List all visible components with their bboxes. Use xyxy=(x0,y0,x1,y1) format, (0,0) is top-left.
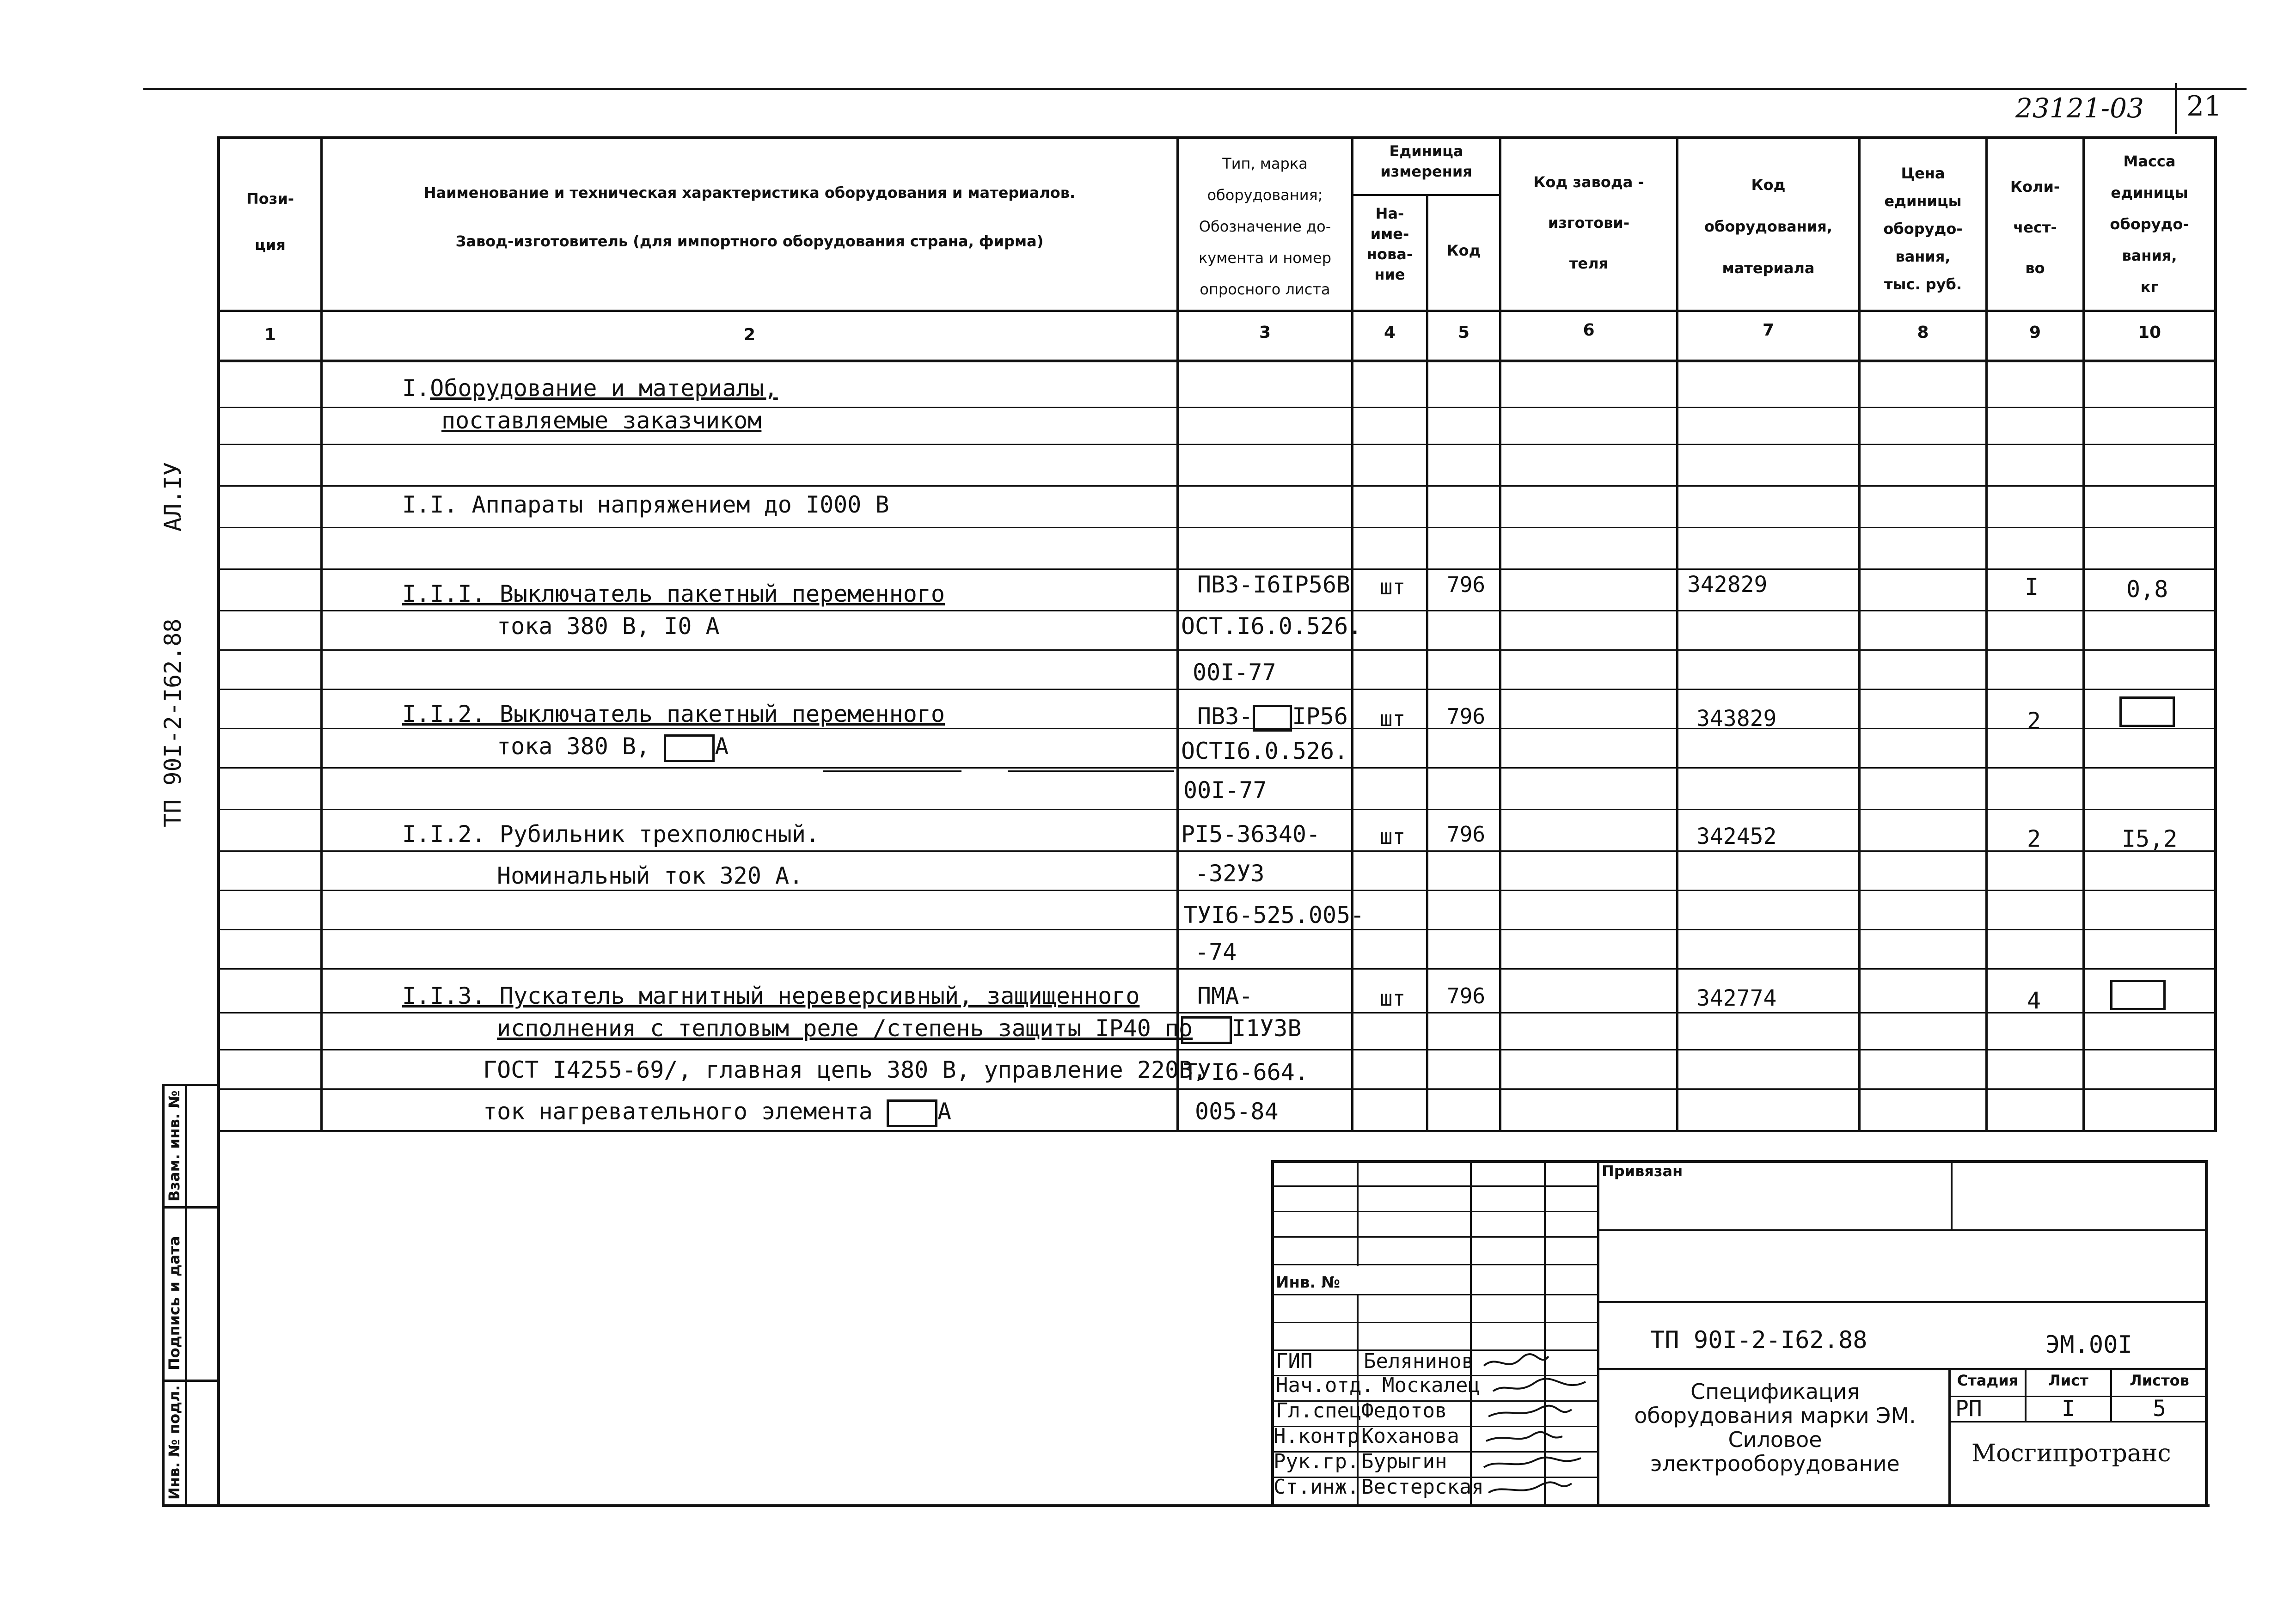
col-num-9: 9 xyxy=(2029,323,2041,342)
header-type: Тип, марка оборудования; Обозначение до- кумента и номер опросного листа xyxy=(1198,155,1332,298)
item-2-unit: шт xyxy=(1380,706,1406,731)
item-3-mass: I5,2 xyxy=(2122,825,2178,852)
name-4: Коханова xyxy=(1361,1424,1459,1448)
header-factory-code: Код завода - изготови- теля xyxy=(1533,173,1644,272)
inv-no-label: Инв. № xyxy=(1276,1273,1341,1292)
top-border xyxy=(143,88,2247,90)
item-4-mass-blank xyxy=(2110,980,2166,1010)
document-title: Спецификация оборудования марки ЭМ. Силовое электрооборудование xyxy=(1634,1379,1916,1476)
col-num-4: 4 xyxy=(1384,323,1396,342)
sheet-number: 21 xyxy=(2186,90,2222,122)
item-3-name: I.I.2. Рубильник трехполюсный. xyxy=(402,821,820,848)
col-num-2: 2 xyxy=(743,325,756,344)
sheet-number-divider xyxy=(2175,83,2177,134)
signature-5 xyxy=(1484,1458,1581,1467)
col-num-8: 8 xyxy=(1917,323,1929,342)
item-3-material-code: 342452 xyxy=(1696,824,1777,849)
item-1-type: ПВЗ-I6IP56B xyxy=(1197,571,1351,598)
item-1-name: I.I.I. Выключатель пакетный переменного xyxy=(402,580,945,607)
item-4-standard: ТУI6-664. xyxy=(1183,1059,1309,1086)
section-heading-1-cont: поставляемые заказчиком xyxy=(441,407,762,434)
col-num-10: 10 xyxy=(2137,323,2161,342)
name-1: Белянинов xyxy=(1364,1349,1474,1373)
role-group-lead: Рук.гр. xyxy=(1274,1450,1359,1473)
item-4-unit-code: 796 xyxy=(1447,983,1486,1008)
margin-project: ТП 90I-2-I62.88 xyxy=(159,618,186,827)
header-unit-name: На- име- нова- ние xyxy=(1366,205,1413,283)
stamp-inv-replaced: Взам. инв. № xyxy=(165,1090,183,1202)
blank-type-field xyxy=(1253,705,1292,732)
item-4-type-cont: I1У3В xyxy=(1181,1014,1302,1044)
name-6: Вестерская xyxy=(1361,1475,1484,1499)
header-unit: Единица измерения xyxy=(1380,142,1472,180)
sheets-value: 5 xyxy=(2153,1396,2166,1422)
item-2-standard-year: 00I-77 xyxy=(1183,777,1267,804)
signature-4 xyxy=(1486,1432,1562,1441)
item-3-quantity: 2 xyxy=(2027,825,2041,852)
item-1-quantity: I xyxy=(2025,574,2039,600)
blank-current-field xyxy=(664,734,715,762)
role-senior-eng: Ст.инж. xyxy=(1274,1475,1359,1499)
signature-3 xyxy=(1488,1406,1572,1416)
item-1-unit: шт xyxy=(1380,574,1406,599)
project-code: ТП 90I-2-I62.88 xyxy=(1650,1326,1867,1354)
item-1-mass: 0,8 xyxy=(2126,576,2168,603)
item-4-material-code: 342774 xyxy=(1696,985,1777,1011)
item-4-type: ПМА- xyxy=(1197,983,1253,1009)
stage-label: Стадия xyxy=(1957,1372,2019,1389)
item-3-standard-year: -74 xyxy=(1195,939,1237,965)
sheet-label: Лист xyxy=(2048,1372,2088,1389)
header-price: Цена единицы оборудо- вания, тыс. руб. xyxy=(1883,165,1963,293)
document-mark: ЭМ.00I xyxy=(2045,1331,2132,1359)
blank-heater-current xyxy=(887,1099,937,1127)
margin-code: АЛ.IУ xyxy=(159,462,186,531)
item-2-quantity: 2 xyxy=(2027,708,2041,734)
col-num-6: 6 xyxy=(1583,321,1595,340)
header-quantity: Коли- чест- во xyxy=(2010,178,2060,277)
signatures xyxy=(1479,1349,1595,1502)
item-2-standard: ОСТI6.0.526. xyxy=(1181,738,1348,764)
item-1-material-code: 342829 xyxy=(1687,572,1768,598)
blank-type-field-2 xyxy=(1181,1016,1232,1044)
item-4-quantity: 4 xyxy=(2027,987,2041,1014)
item-1-standard: ОСТ.I6.0.526. xyxy=(1181,613,1362,640)
item-3-standard: ТУI6-525.005- xyxy=(1183,902,1365,928)
header-position: Пози- ция xyxy=(246,190,294,254)
signature-2 xyxy=(1493,1379,1586,1391)
name-5: Бурыгин xyxy=(1361,1450,1447,1473)
item-4-name-cont-3: ток нагревательного элемента А xyxy=(483,1098,951,1127)
item-2-name-cont: тока 380 В, А xyxy=(497,733,729,762)
stamp-sign-date: Подпись и дата xyxy=(165,1236,183,1370)
role-chief-spec: Гл.спец. xyxy=(1276,1399,1374,1423)
item-1-unit-code: 796 xyxy=(1447,572,1486,597)
header-unit-code: Код xyxy=(1446,242,1481,259)
role-norm-control: Н.контр. xyxy=(1274,1424,1371,1448)
col-num-7: 7 xyxy=(1762,321,1775,340)
item-4-name-cont-1: исполнения с тепловым реле /степень защиты IP40 по xyxy=(497,1015,1193,1042)
role-head-dept: Нач.отд. xyxy=(1276,1374,1374,1397)
item-2-name: I.I.2. Выключатель пакетный переменного xyxy=(402,701,945,727)
item-3-name-cont: Номинальный ток 320 А. xyxy=(497,862,803,889)
item-4-standard-year: 005-84 xyxy=(1195,1098,1279,1125)
privyazan-label: Привязан xyxy=(1602,1162,1683,1180)
item-2-type: ПВЗ- IP56 xyxy=(1197,702,1348,732)
item-1-name-cont: тока 380 В, I0 А xyxy=(497,613,720,640)
item-3-unit: шт xyxy=(1380,824,1406,849)
item-3-type-cont: -32У3 xyxy=(1195,860,1265,887)
header-manufacturer: Завод-изготовитель (для импортного оборудования страна, фирма) xyxy=(455,232,1044,250)
sheets-label: Листов xyxy=(2130,1372,2189,1389)
sheet-value: I xyxy=(2062,1396,2075,1422)
item-2-material-code: 343829 xyxy=(1696,706,1777,732)
item-4-name: I.I.3. Пускатель магнитный нереверсивный, защищенного xyxy=(402,983,1140,1009)
col-num-5: 5 xyxy=(1457,323,1470,342)
section-heading-1: I.Оборудование и материалы, xyxy=(402,375,778,402)
item-4-name-cont-2: ГОСТ I4255-69/, главная цепь 380 В, управление 220В, xyxy=(483,1056,1207,1083)
item-2-unit-code: 796 xyxy=(1447,704,1486,729)
name-2: Москалец xyxy=(1382,1374,1480,1397)
section-heading-1-1: I.I. Аппараты напряжением до I000 В xyxy=(402,491,889,518)
col-num-3: 3 xyxy=(1259,323,1271,342)
name-3: Федотов xyxy=(1361,1399,1447,1423)
signature-1 xyxy=(1484,1354,1549,1366)
stamp-inv-original: Инв. № подл. xyxy=(165,1385,183,1500)
organization: Мосгипротранс xyxy=(1971,1440,2171,1467)
header-material-code: Код оборудования, материала xyxy=(1704,176,1832,277)
item-3-unit-code: 796 xyxy=(1447,822,1486,847)
header-mass: Масса единицы оборудо- вания, кг xyxy=(2110,153,2189,296)
signature-6 xyxy=(1488,1482,1572,1493)
stage-value: РП xyxy=(1955,1396,1982,1422)
col-num-1: 1 xyxy=(264,325,276,344)
item-2-mass-blank xyxy=(2119,696,2175,727)
item-3-type: PI5-36340- xyxy=(1181,821,1321,848)
item-4-unit: шт xyxy=(1380,986,1406,1011)
header-name: Наименование и техническая характеристика оборудования и материалов. xyxy=(423,184,1076,201)
role-gip: ГИП xyxy=(1276,1349,1313,1373)
item-1-standard-year: 00I-77 xyxy=(1193,659,1276,686)
handwritten-doc-number: 23121-03 xyxy=(2015,92,2144,124)
